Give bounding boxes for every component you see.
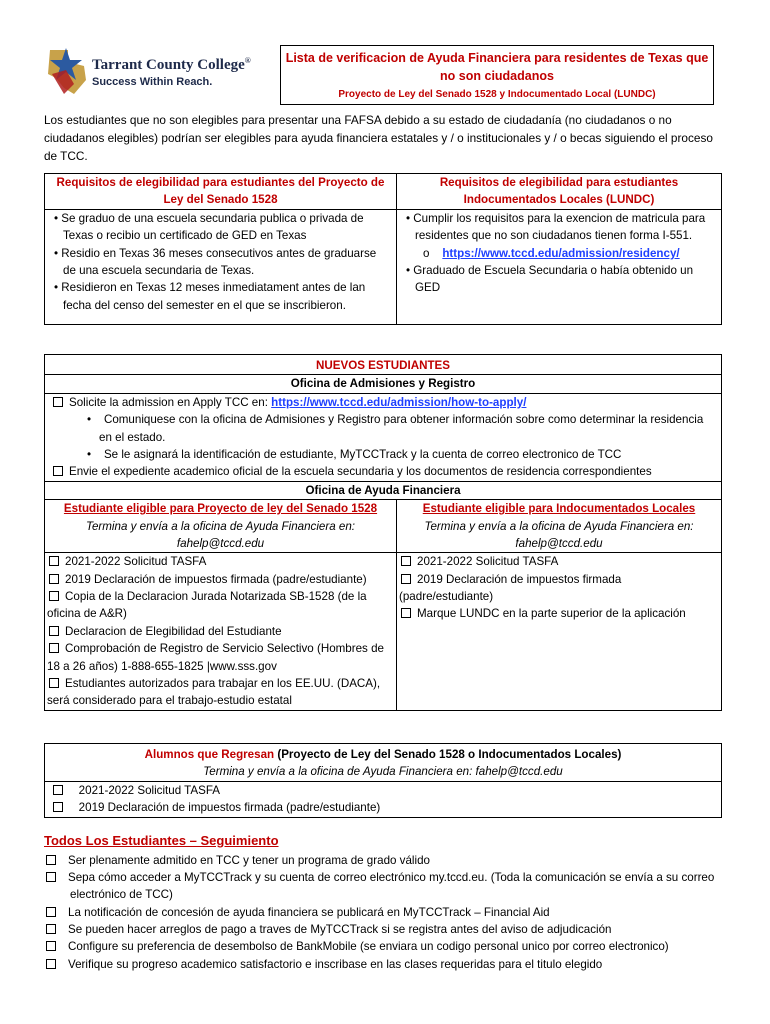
list-item: • Se graduo de una escuela secundaria publica o privada de Texas o recibio un certificado de GED en Texas <box>54 211 364 243</box>
list-item: • Cumplir los requisitos para la exencion de matricula para residentes que no son ciudadanos tienen forma I-551. <box>406 211 706 243</box>
checkbox[interactable] <box>53 397 63 407</box>
checklist-item: 2021-2022 Solicitud TASFA <box>399 553 715 570</box>
list-item: • Graduado de Escuela Secundaria o había obtenido un GED <box>406 263 694 295</box>
checklist-item: 2021-2022 Solicitud TASFA <box>51 782 715 799</box>
residency-link[interactable]: https://www.tccd.edu/admission/residency/ <box>442 246 680 260</box>
financial-aid-office-header: Oficina de Ayuda Financiera <box>45 481 722 499</box>
intro-paragraph: Los estudiantes que no son elegibles para presentar una FAFSA debido a su estado de ciudadanía (no ciudadanos o no ciudadanos elegibles) podrían ser elegibles para ayuda financiera estatales y / o institucionales y / o becas siguiendo el proceso de TCC. <box>44 113 713 163</box>
returning-students-table <box>44 743 722 818</box>
sb1528-requirements-list <box>45 209 397 324</box>
fa-email: fahelp@tccd.edu <box>515 536 603 550</box>
lundc-eligible-title: Estudiante eligible para Indocumentados Locales <box>422 502 696 516</box>
list-item: • Residio en Texas 36 meses consecutivos antes de graduarse de una escuela secundaria de Texas. <box>54 246 377 277</box>
submit-instructions: Termina y envía a la oficina de Ayuda Financiera en: <box>424 519 694 533</box>
logo-tagline: Success Within Reach. <box>92 76 213 88</box>
fa-email: fahelp@tccd.edu <box>176 536 265 550</box>
returning-submit-instructions: Termina y envía a la oficina de Ayuda Financiera en: fahelp@tccd.edu <box>203 765 563 779</box>
document-title: Lista de verificacion de Ayuda Financiera para residentes de Texas que no son ciudadanos <box>285 51 709 84</box>
lundc-requirements-list <box>397 209 722 324</box>
list-item: • Comuniquese con la oficina de Admisiones y Registro para obtener información sobre como determinar la residencia en el estado. <box>87 413 704 444</box>
checklist-item: Configure su preferencia de desembolso de BankMobile (se enviara un codigo personal unico por correo electronico) <box>44 938 734 955</box>
checklist-item: La notificación de concesión de ayuda financiera se publicará en MyTCCTrack – Financial Aid <box>44 904 734 921</box>
checkbox[interactable] <box>46 941 56 951</box>
checkbox[interactable] <box>401 608 411 618</box>
checkbox[interactable] <box>49 626 59 636</box>
checkbox[interactable] <box>53 802 63 812</box>
checkbox[interactable] <box>46 907 56 917</box>
checkbox[interactable] <box>401 556 411 566</box>
apply-link[interactable]: https://www.tccd.edu/admission/how-to-apply/ <box>271 395 527 409</box>
checklist-item: 2019 Declaración de impuestos firmada (padre/estudiante) <box>399 572 622 604</box>
checkbox[interactable] <box>49 591 59 601</box>
tcc-logo <box>44 44 274 106</box>
checklist-item: Copia de la Declaracion Jurada Notarizada SB-1528 (de la oficina de A&R) <box>47 590 367 621</box>
followup-header: Todos Los Estudiantes – Seguimiento <box>44 833 279 848</box>
checklist-item: Estudiantes autorizados para trabajar en los EE.UU. (DACA), será considerado para el trabajo-estudio estatal <box>47 677 381 708</box>
checkbox[interactable] <box>49 678 59 688</box>
checkbox[interactable] <box>49 556 59 566</box>
list-item: • Se le asignará la identificación de estudiante, MyTCCTrack y la cuenta de correo electronico de TCC <box>87 447 622 461</box>
checklist-item: 2021-2022 Solicitud TASFA <box>47 553 390 570</box>
checkbox[interactable] <box>49 643 59 653</box>
residency-link-line: o https://www.tccd.edu/admission/residency/ <box>423 246 680 260</box>
eligibility-table <box>44 173 722 325</box>
sb1528-requirements-header: Requisitos de elegibilidad para estudiantes del Proyecto de Ley del Senado 1528 <box>45 174 397 210</box>
list-item: • Residieron en Texas 12 meses inmediatament antes de lan fecha del censo del semester en el que se inscribieron. <box>54 281 366 312</box>
apply-step: Solicite la admission en Apply TCC en: https://www.tccd.edu/admission/how-to-apply/ <box>51 394 715 411</box>
texas-star-icon <box>44 44 90 100</box>
checklist-item: Marque LUNDC en la parte superior de la aplicación <box>399 605 715 622</box>
logo-name: Tarrant County College <box>92 57 245 73</box>
checklist-item: Ser plenamente admitido en TCC y tener un programa de grado válido <box>44 852 734 869</box>
title-box <box>280 45 714 105</box>
returning-header <box>45 744 722 782</box>
document-subtitle: Proyecto de Ley del Senado 1528 y Indocumentado Local (LUNDC) <box>338 89 656 101</box>
admissions-office-header: Oficina de Admisiones y Registro <box>45 375 722 393</box>
checkbox[interactable] <box>46 855 56 865</box>
checklist-item: Sepa cómo acceder a MyTCCTrack y su cuenta de correo electrónico my.tccd.eu. (Toda la comunicación se envía a su correo electrónico de TCC) <box>44 869 734 904</box>
returning-title: Alumnos que Regresan (Proyecto de Ley del Senado 1528 o Indocumentados Locales) <box>144 748 622 761</box>
new-students-header: NUEVOS ESTUDIANTES <box>45 355 722 375</box>
checkbox[interactable] <box>46 959 56 969</box>
lundc-document-checklist <box>397 553 722 711</box>
checklist-item: Declaracion de Elegibilidad del Estudiante <box>47 623 390 640</box>
submit-instructions: Termina y envía a la oficina de Ayuda Financiera en: <box>85 519 356 533</box>
lundc-submit-header <box>397 500 722 553</box>
checkbox[interactable] <box>49 574 59 584</box>
sb1528-submit-header <box>45 500 397 553</box>
checkbox[interactable] <box>401 574 411 584</box>
checklist-item: 2019 Declaración de impuestos firmada (padre/estudiante) <box>47 571 390 588</box>
checkbox[interactable] <box>46 924 56 934</box>
transcript-step: Envie el expediente academico oficial de la escuela secundaria y los documentos de residencia correspondientes <box>51 463 715 480</box>
new-students-table <box>44 354 722 711</box>
sb1528-eligible-title: Estudiante eligible para Proyecto de ley del Senado 1528 <box>63 502 378 516</box>
sb1528-document-checklist <box>45 553 397 711</box>
checklist-item: Comprobación de Registro de Servicio Selectivo (Hombres de 18 a 26 años) 1-888-655-1825 |www.sss.gov <box>47 642 384 673</box>
checkbox[interactable] <box>53 785 63 795</box>
lundc-requirements-header: Requisitos de elegibilidad para estudiantes Indocumentados Locales (LUNDC) <box>397 174 722 210</box>
admissions-steps <box>45 393 722 481</box>
returning-checklist <box>45 781 722 817</box>
checklist-item: Se pueden hacer arreglos de pago a traves de MyTCCTrack si se registra antes del aviso de adjudicación <box>44 921 734 938</box>
followup-section <box>44 831 734 973</box>
checklist-item: 2019 Declaración de impuestos firmada (padre/estudiante) <box>51 799 715 816</box>
checklist-item: Verifique su progreso academico satisfactorio e inscribase en las clases requeridas para el titulo elegido <box>44 956 734 973</box>
checkbox[interactable] <box>53 466 63 476</box>
logo-registered-mark: ® <box>244 56 251 65</box>
checkbox[interactable] <box>46 872 56 882</box>
